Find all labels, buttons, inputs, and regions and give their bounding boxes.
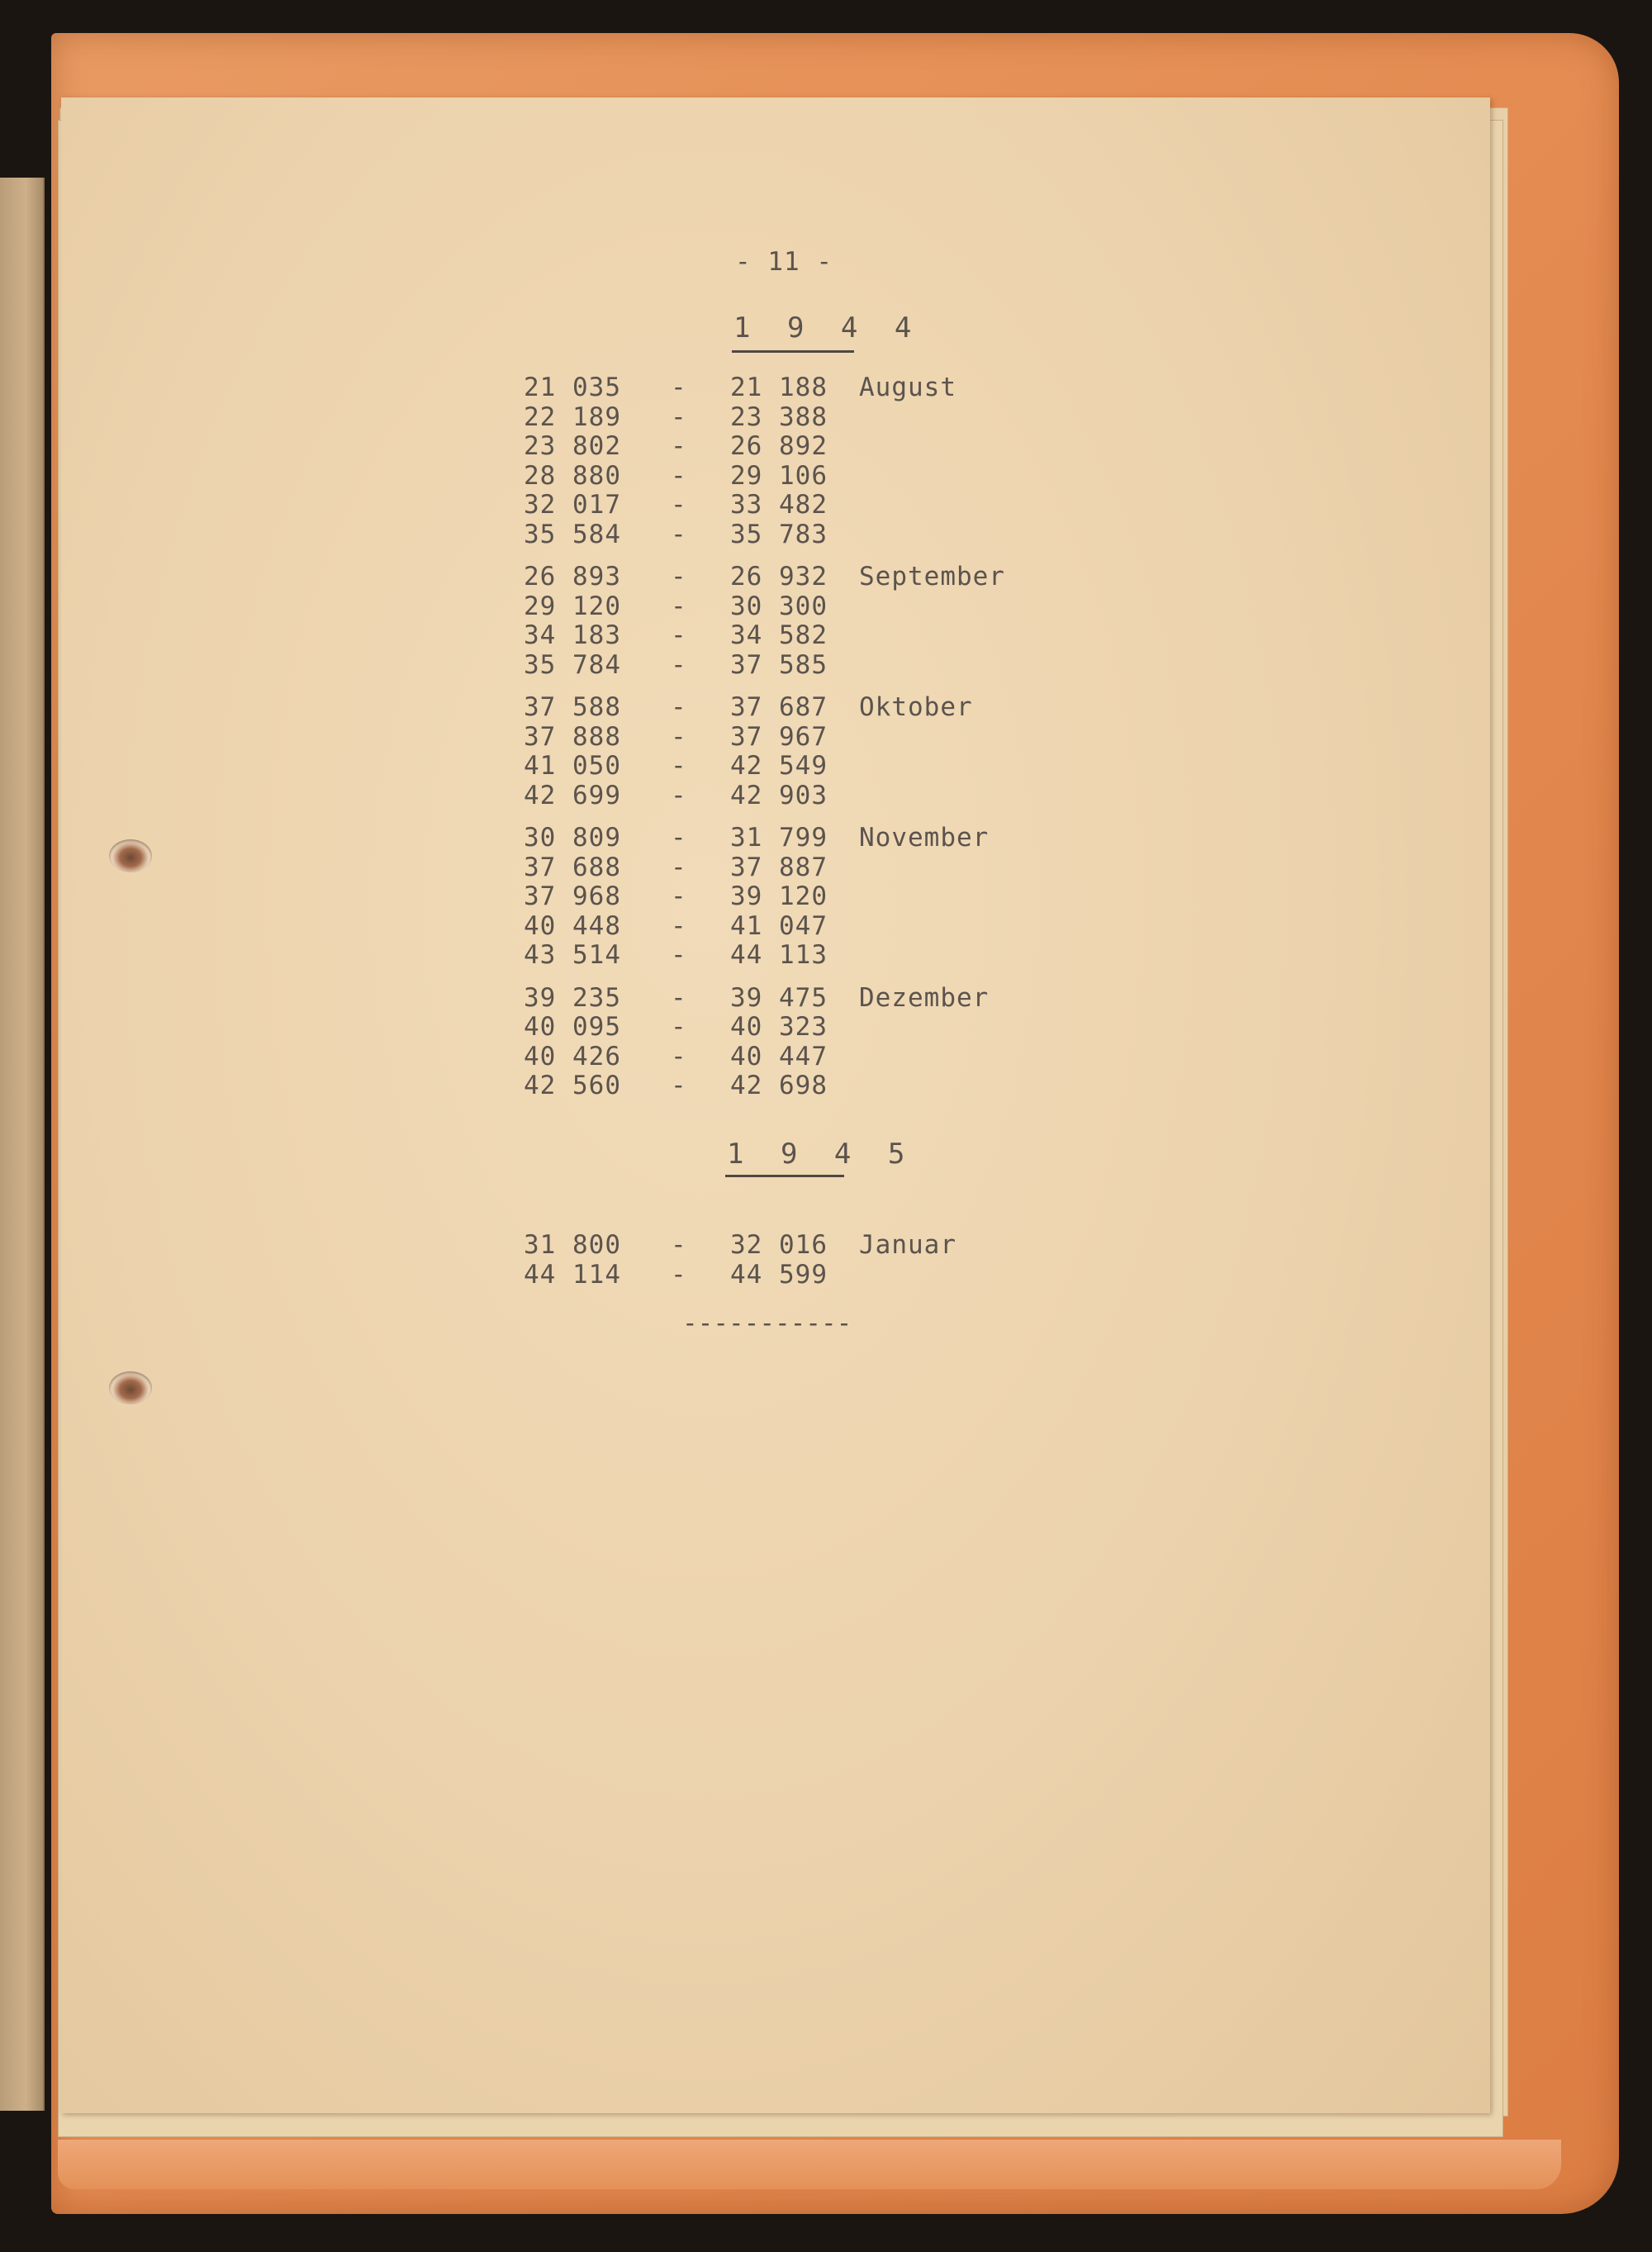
range-dash: - bbox=[671, 1012, 687, 1042]
range-end: 32 016 bbox=[730, 1230, 828, 1260]
range-end: 26 932 bbox=[730, 562, 828, 592]
range-dash: - bbox=[671, 460, 687, 491]
range-dash: - bbox=[671, 401, 687, 432]
range-start: 37 588 bbox=[524, 692, 621, 722]
folder-cover-bottom-edge bbox=[58, 2140, 1561, 2189]
range-start: 42 699 bbox=[524, 780, 621, 810]
range-start: 42 560 bbox=[524, 1071, 621, 1100]
range-end: 37 585 bbox=[730, 649, 828, 680]
range-dash: - bbox=[671, 1041, 687, 1071]
range-dash: - bbox=[671, 490, 687, 520]
range-end: 37 967 bbox=[730, 721, 828, 752]
range-end: 42 549 bbox=[730, 751, 828, 781]
typed-page bbox=[61, 97, 1490, 2113]
range-start: 40 426 bbox=[524, 1041, 621, 1071]
month-label: Januar bbox=[859, 1230, 957, 1260]
range-dash: - bbox=[671, 823, 687, 853]
month-label: November bbox=[859, 823, 990, 853]
range-start: 43 514 bbox=[524, 940, 621, 970]
range-end: 44 599 bbox=[730, 1259, 828, 1290]
range-dash: - bbox=[671, 620, 687, 650]
range-start: 30 809 bbox=[524, 823, 621, 853]
range-start: 26 893 bbox=[524, 562, 621, 592]
range-dash: - bbox=[671, 982, 687, 1013]
range-end: 31 799 bbox=[730, 823, 828, 853]
range-start: 32 017 bbox=[524, 490, 621, 520]
range-start: 39 235 bbox=[524, 982, 621, 1013]
range-end: 23 388 bbox=[730, 401, 828, 432]
range-end: 39 475 bbox=[730, 982, 828, 1013]
range-dash: - bbox=[671, 751, 687, 781]
range-dash: - bbox=[671, 852, 687, 882]
range-dash: - bbox=[671, 881, 687, 911]
range-dash: - bbox=[671, 780, 687, 810]
range-dash: - bbox=[671, 940, 687, 970]
range-dash: - bbox=[671, 519, 687, 549]
range-start: 21 035 bbox=[524, 373, 621, 402]
range-start: 44 114 bbox=[524, 1259, 621, 1290]
month-label: Oktober bbox=[859, 692, 973, 722]
year-underline bbox=[732, 350, 854, 353]
range-end: 29 106 bbox=[730, 460, 828, 491]
range-dash: - bbox=[671, 591, 687, 621]
range-start: 31 800 bbox=[524, 1230, 621, 1260]
range-end: 40 323 bbox=[730, 1012, 828, 1042]
range-end: 30 300 bbox=[730, 591, 828, 621]
range-dash: - bbox=[671, 721, 687, 752]
page-number: - 11 - bbox=[735, 247, 833, 277]
range-start: 34 183 bbox=[524, 620, 621, 650]
month-label: Dezember bbox=[859, 982, 990, 1013]
range-end: 26 892 bbox=[730, 431, 828, 461]
adjacent-page-edge bbox=[0, 178, 45, 2111]
range-dash: - bbox=[671, 1071, 687, 1100]
range-start: 40 448 bbox=[524, 910, 621, 941]
range-dash: - bbox=[671, 562, 687, 592]
range-end: 35 783 bbox=[730, 519, 828, 549]
range-start: 23 802 bbox=[524, 431, 621, 461]
range-start: 28 880 bbox=[524, 460, 621, 491]
range-start: 37 968 bbox=[524, 881, 621, 911]
range-start: 37 688 bbox=[524, 852, 621, 882]
month-label: August bbox=[859, 373, 957, 402]
range-dash: - bbox=[671, 1259, 687, 1290]
range-start: 29 120 bbox=[524, 591, 621, 621]
range-end: 42 903 bbox=[730, 780, 828, 810]
range-end: 41 047 bbox=[730, 910, 828, 941]
range-end: 39 120 bbox=[730, 881, 828, 911]
range-start: 40 095 bbox=[524, 1012, 621, 1042]
range-end: 34 582 bbox=[730, 620, 828, 650]
range-end: 40 447 bbox=[730, 1041, 828, 1071]
punch-hole bbox=[109, 839, 152, 872]
year-underline bbox=[725, 1175, 844, 1177]
range-end: 44 113 bbox=[730, 940, 828, 970]
range-start: 35 584 bbox=[524, 519, 621, 549]
month-label: September bbox=[859, 562, 1005, 592]
range-dash: - bbox=[671, 373, 687, 402]
range-end: 37 887 bbox=[730, 852, 828, 882]
range-start: 37 888 bbox=[524, 721, 621, 752]
range-start: 35 784 bbox=[524, 649, 621, 680]
range-dash: - bbox=[671, 649, 687, 680]
range-end: 42 698 bbox=[730, 1071, 828, 1100]
range-dash: - bbox=[671, 910, 687, 941]
range-end: 21 188 bbox=[730, 373, 828, 402]
year-heading: 1 9 4 4 bbox=[733, 311, 922, 344]
range-start: 22 189 bbox=[524, 401, 621, 432]
range-dash: - bbox=[671, 431, 687, 461]
range-end: 33 482 bbox=[730, 490, 828, 520]
range-dash: - bbox=[671, 1230, 687, 1260]
range-dash: - bbox=[671, 692, 687, 722]
year-heading: 1 9 4 5 bbox=[727, 1138, 915, 1171]
range-end: 37 687 bbox=[730, 692, 828, 722]
closing-separator: ----------- bbox=[682, 1309, 852, 1338]
range-start: 41 050 bbox=[524, 751, 621, 781]
punch-hole bbox=[109, 1371, 152, 1404]
